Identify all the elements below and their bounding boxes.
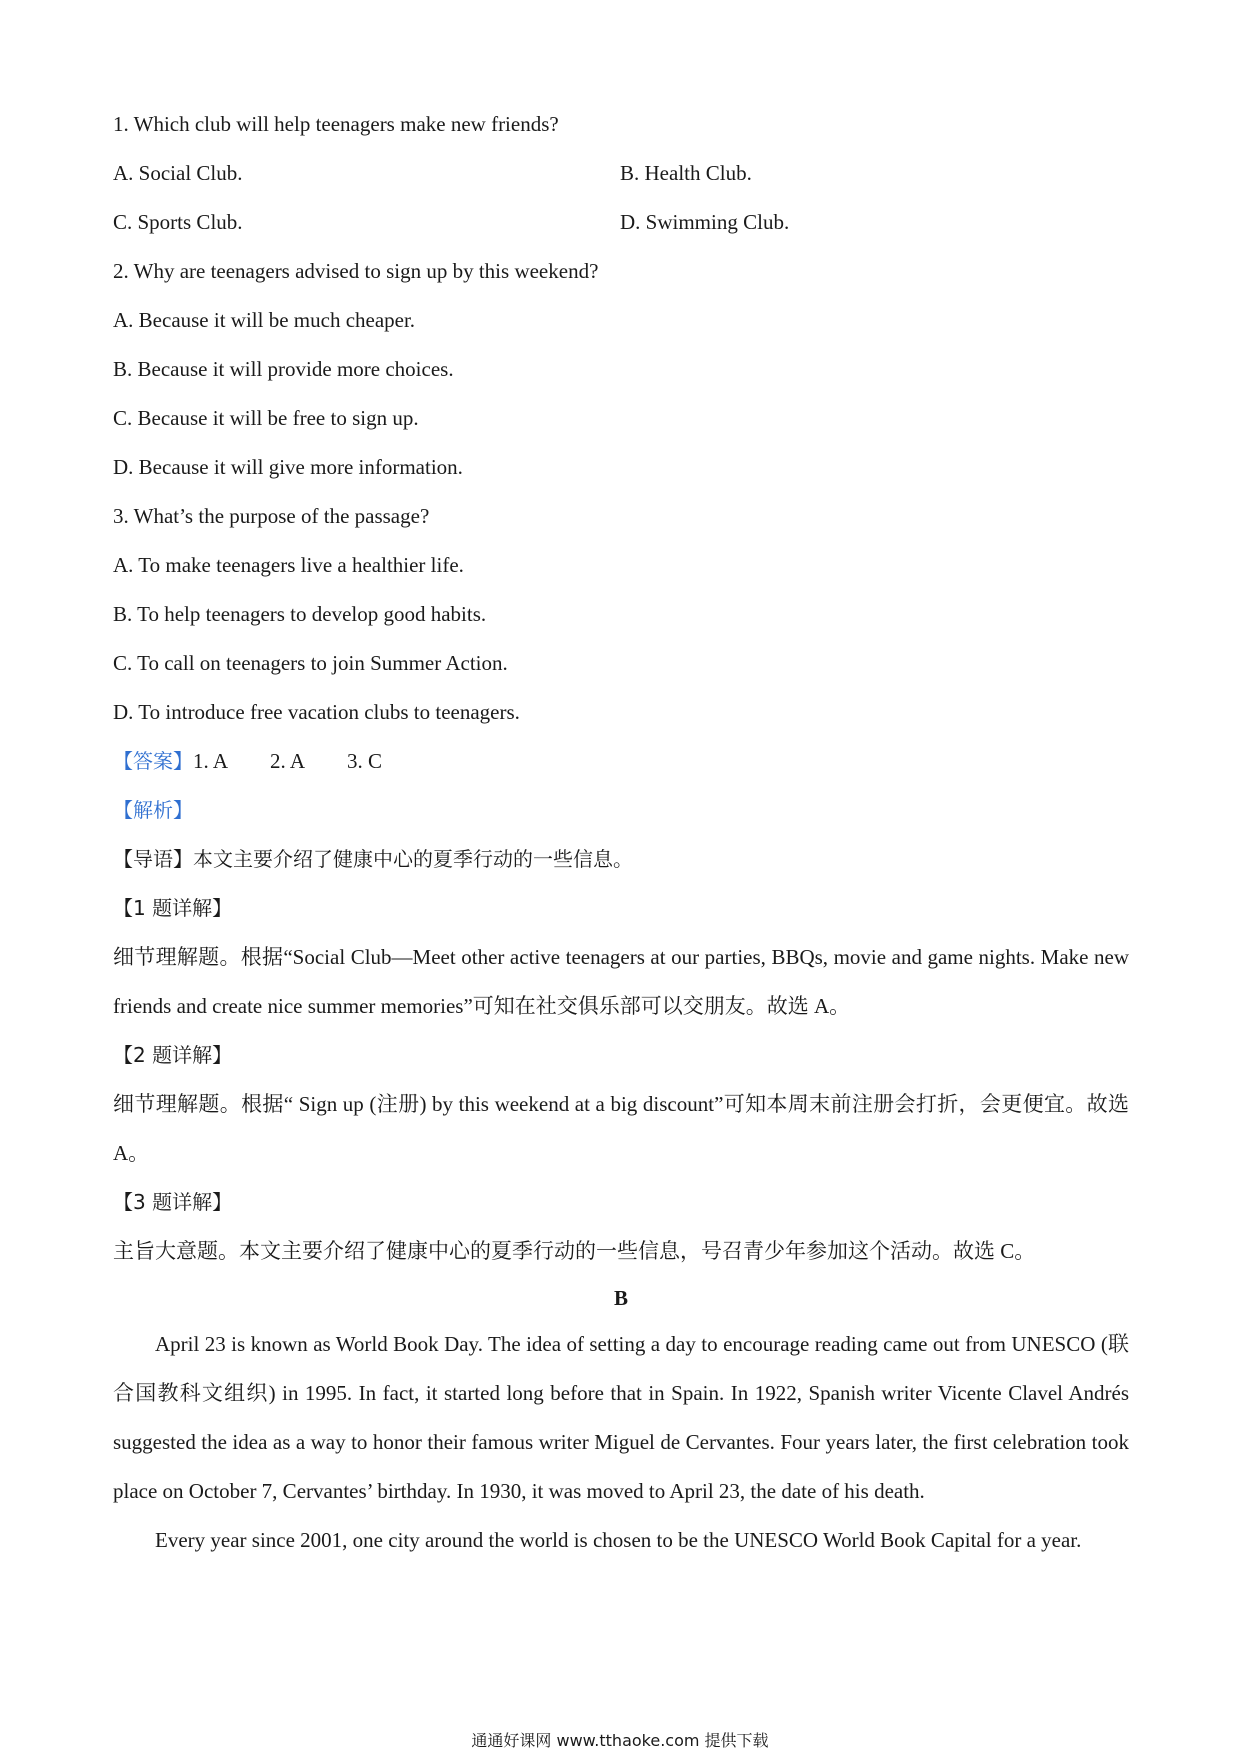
question-2-option-a: A. Because it will be much cheaper. [113,308,416,332]
question-2-stem: 2. Why are teenagers advised to sign up by this weekend? [113,259,599,283]
question-1-option-c: C. Sports Club. [113,210,243,234]
detail-1-label: 【1 题详解】 [113,896,233,920]
question-1-option-d: D. Swimming Club. [620,210,790,234]
detail-3-label: 【3 题详解】 [113,1190,233,1214]
section-b-paragraph-2: Every year since 2001, one city around the world is chosen to be the UNESCO World Book Capital for a year. [155,1528,1082,1552]
question-1-options-row-2 [113,198,1129,247]
detail-3-text: 主旨大意题。本文主要介绍了健康中心的夏季行动的一些信息，号召青少年参加这个活动。故选 C。 [113,1239,1036,1263]
question-1-option-a: A. Social Club. [113,161,243,185]
question-2-option-d: D. Because it will give more information. [113,455,463,479]
question-3-option-d: D. To introduce free vacation clubs to teenagers. [113,700,520,724]
answer-3: 3. C [347,749,383,773]
detail-2-text: 细节理解题。根据“ Sign up (注册) by this weekend at a big discount”可知本周末前注册会打折，会更便宜。故选 A。 [113,1092,1129,1165]
document-page [113,100,1129,1565]
answer-label: 【答案】 [113,749,193,773]
answer-1: 1. A [193,749,229,773]
detail-2-label: 【2 题详解】 [113,1043,233,1067]
intro-text: 本文主要介绍了健康中心的夏季行动的一些信息。 [193,847,633,871]
question-3-option-c: C. To call on teenagers to join Summer Action. [113,651,508,675]
section-b-heading: B [613,1286,628,1310]
question-3-stem: 3. What’s the purpose of the passage? [113,504,430,528]
detail-1-text: 细节理解题。根据“Social Club—Meet other active teenagers at our parties, BBQs, movie and game nights. Make new friends and create nice summer memories”可知在社交俱乐部可以交朋友。故选 A。 [113,945,1129,1018]
page-footer: 通通好课网 www.tthaoke.com 提供下载 [471,1731,769,1750]
question-1-stem: 1. Which club will help teenagers make new friends? [113,112,559,136]
question-3-option-b: B. To help teenagers to develop good habits. [113,602,487,626]
question-3-option-a: A. To make teenagers live a healthier life. [113,553,464,577]
question-1-option-b: B. Health Club. [620,161,752,185]
question-2-option-b: B. Because it will provide more choices. [113,357,454,381]
intro-label: 【导语】 [113,847,193,871]
section-b-paragraph-1: April 23 is known as World Book Day. The idea of setting a day to encourage reading came out from UNESCO (联合国教科文组织) in 1995. In fact, it started long before that in Spain. In 1922, Spanish writer Vicente Clavel Andrés suggested the idea as a way to honor their famous writer Miguel de Cervantes. Four years later, the first celebration took place on October 7, Cervantes’ birthday. In 1930, it was moved to April 23, the date of his death. [113,1332,1129,1503]
question-1-options-row-1 [113,149,1129,198]
answer-2: 2. A [270,749,306,773]
question-2-option-c: C. Because it will be free to sign up. [113,406,419,430]
analysis-label: 【解析】 [113,798,193,822]
intro-line [113,835,1129,884]
answer-line [113,737,1129,786]
